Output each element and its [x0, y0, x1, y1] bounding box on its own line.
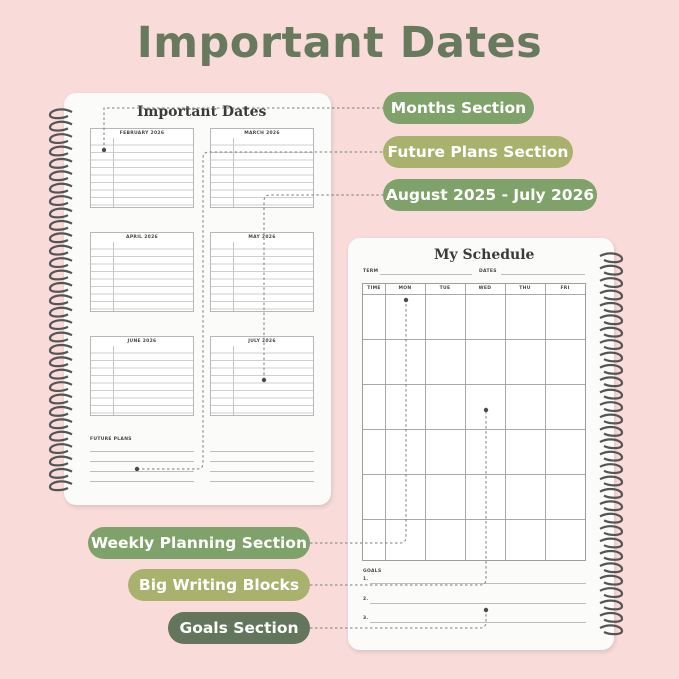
column-header: THU [519, 286, 531, 291]
goal-number: 3. [363, 616, 369, 621]
month-label: MARCH 2026 [244, 131, 280, 136]
headline: Important Dates [136, 18, 543, 68]
callout-dot [484, 608, 488, 612]
goal-number: 1. [363, 577, 369, 582]
column-header: FRI [560, 286, 570, 291]
month-label: JUNE 2026 [127, 339, 157, 344]
future-plans-label: FUTURE PLANS [90, 437, 132, 442]
month-label: JULY 2026 [248, 339, 276, 344]
callout-dot [102, 148, 106, 152]
month-label: FEBRUARY 2026 [119, 131, 165, 136]
goals-label: GOALS [363, 569, 382, 574]
column-header: WED [478, 286, 492, 291]
month-label: APRIL 2026 [126, 235, 158, 240]
months-section-tag: Months Section [383, 92, 534, 124]
big-writing-blocks-tag: Big Writing Blocks [128, 569, 310, 601]
future-plans-section-tag: Future Plans Section [383, 136, 573, 168]
weekly-planning-section-tag: Weekly Planning Section [88, 527, 310, 559]
callout-dot [262, 378, 266, 382]
goals-section-tag: Goals Section [168, 612, 310, 644]
callout-dot [135, 467, 139, 471]
callout-dot [484, 408, 488, 412]
callout-dot [404, 298, 408, 302]
column-header: TUE [439, 286, 451, 291]
page-title: Important Dates [137, 104, 267, 120]
month-label: MAY 2026 [248, 235, 276, 240]
dates-label: DATES [479, 269, 497, 274]
date-range-tag: August 2025 - July 2026 [383, 179, 597, 211]
column-header: TIME [367, 286, 381, 291]
column-header: MON [398, 286, 412, 291]
term-label: TERM [363, 269, 379, 274]
goal-number: 2. [363, 597, 369, 602]
page-title: My Schedule [434, 247, 535, 263]
